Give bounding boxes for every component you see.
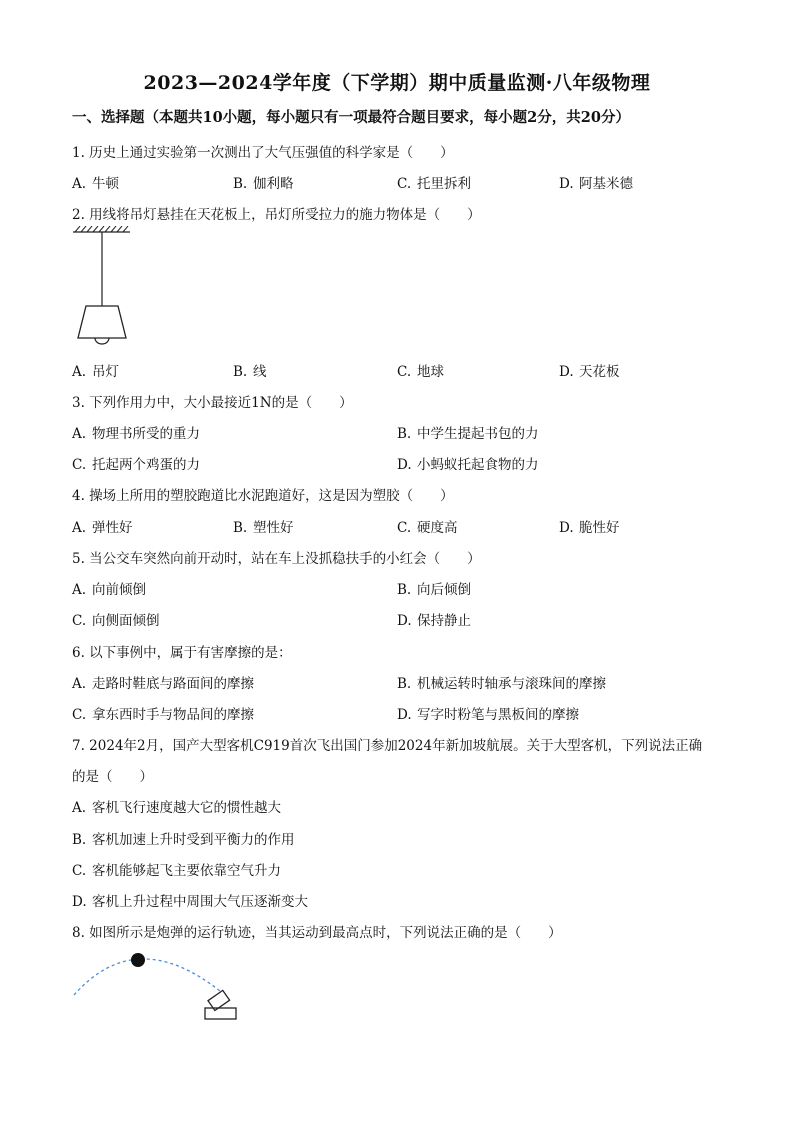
- question-4-stem: 4. 操场上所用的塑胶跑道比水泥跑道好，这是因为塑胶（ ）: [72, 488, 454, 504]
- q3-option-a[interactable]: A. 物理书所受的重力: [72, 426, 200, 442]
- q3-option-b[interactable]: B. 中学生提起书包的力: [397, 426, 539, 442]
- q2-option-d[interactable]: D. 天花板: [559, 364, 620, 380]
- q7-option-d[interactable]: D. 客机上升过程中周围大气压逐渐变大: [72, 894, 308, 910]
- q4-option-d[interactable]: D. 脆性好: [559, 520, 620, 536]
- q2-option-c[interactable]: C. 地球: [397, 364, 444, 380]
- q4-option-c[interactable]: C. 硬度高: [397, 520, 458, 536]
- q1-option-d[interactable]: D. 阿基米德: [559, 176, 633, 192]
- question-8-stem: 8. 如图所示是炮弹的运行轨迹，当其运动到最高点时，下列说法正确的是（ ）: [72, 925, 562, 941]
- question-1-stem: 1. 历史上通过实验第一次测出了大气压强值的科学家是（ ）: [72, 145, 454, 161]
- q5-option-b[interactable]: B. 向后倾倒: [397, 582, 471, 598]
- section-heading: 一、选择题（本题共10小题，每小题只有一项最符合题目要求，每小题2分，共20分）: [72, 109, 630, 126]
- q7-option-a[interactable]: A. 客机飞行速度越大它的惯性越大: [72, 800, 281, 816]
- page-title: 2023—2024学年度（下学期）期中质量监测·八年级物理: [143, 72, 651, 94]
- question-2-stem: 2. 用线将吊灯悬挂在天花板上，吊灯所受拉力的施力物体是（ ）: [72, 207, 481, 223]
- q2-option-b[interactable]: B. 线: [233, 364, 267, 380]
- q4-option-a[interactable]: A. 弹性好: [72, 520, 133, 536]
- q1-option-a[interactable]: A. 牛顿: [72, 176, 119, 192]
- q6-option-c[interactable]: C. 拿东西时手与物品间的摩擦: [72, 707, 254, 723]
- q5-option-a[interactable]: A. 向前倾倒: [72, 582, 146, 598]
- q7-option-c[interactable]: C. 客机能够起飞主要依靠空气升力: [72, 863, 281, 879]
- q1-option-c[interactable]: C. 托里拆利: [397, 176, 471, 192]
- q6-option-b[interactable]: B. 机械运转时轴承与滚珠间的摩擦: [397, 676, 606, 692]
- question-3-stem: 3. 下列作用力中，大小最接近1N的是（ ）: [72, 395, 353, 411]
- cannon-trajectory-figure: [70, 945, 250, 1025]
- q4-option-b[interactable]: B. 塑性好: [233, 520, 294, 536]
- question-7-stem-cont: 的是（ ）: [72, 769, 153, 785]
- question-5-stem: 5. 当公交车突然向前开动时，站在车上没抓稳扶手的小红会（ ）: [72, 551, 481, 567]
- hanging-lamp-figure: [70, 226, 140, 350]
- q6-option-a[interactable]: A. 走路时鞋底与路面间的摩擦: [72, 676, 254, 692]
- q3-option-d[interactable]: D. 小蚂蚁托起食物的力: [397, 457, 539, 473]
- q5-option-d[interactable]: D. 保持静止: [397, 613, 471, 629]
- question-6-stem: 6. 以下事例中，属于有害摩擦的是：: [72, 645, 292, 661]
- q5-option-c[interactable]: C. 向侧面倾倒: [72, 613, 160, 629]
- q7-option-b[interactable]: B. 客机加速上升时受到平衡力的作用: [72, 832, 295, 848]
- q2-option-a[interactable]: A. 吊灯: [72, 364, 119, 380]
- question-7-stem: 7. 2024年2月，国产大型客机C919首次飞出国门参加2024年新加坡航展。关于大型客机，下列说法正确: [72, 738, 703, 754]
- q1-option-b[interactable]: B. 伽利略: [233, 176, 294, 192]
- q6-option-d[interactable]: D. 写字时粉笔与黑板间的摩擦: [397, 707, 579, 723]
- q3-option-c[interactable]: C. 托起两个鸡蛋的力: [72, 457, 200, 473]
